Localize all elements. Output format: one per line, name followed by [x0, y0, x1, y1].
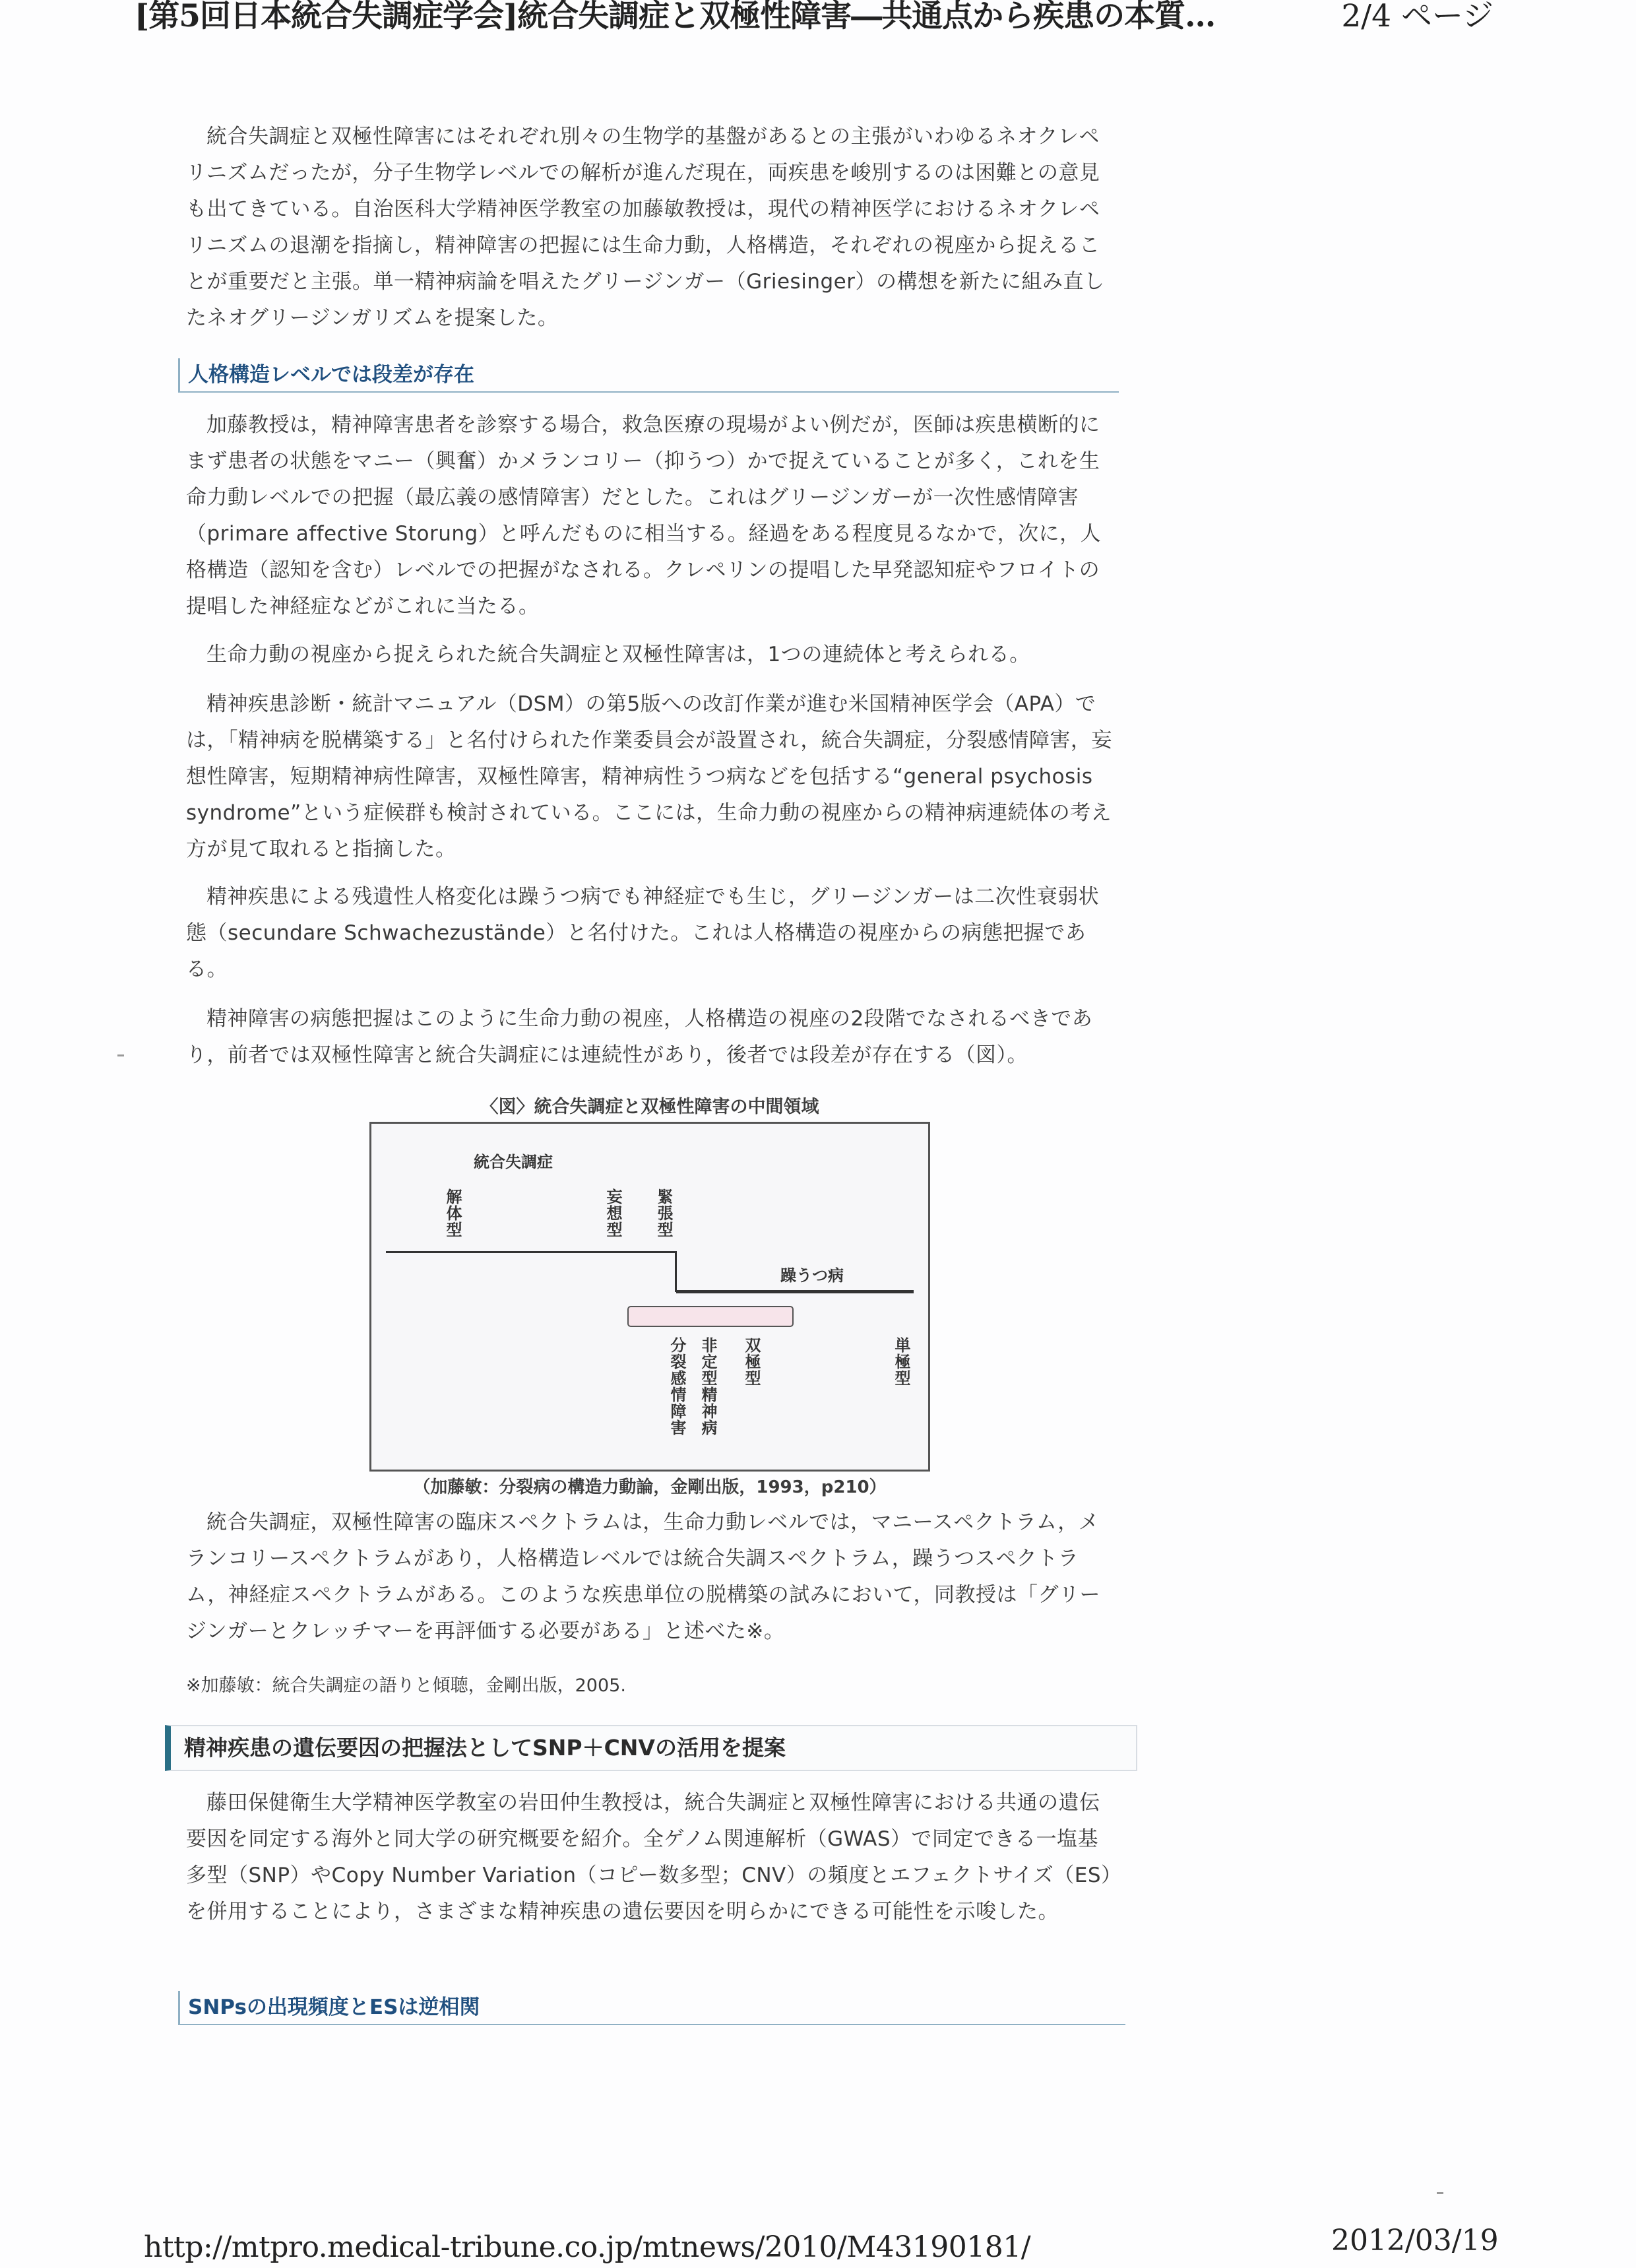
- label-paranoid-type: 妄想型: [604, 1188, 622, 1238]
- body-paragraph: 加藤教授は，精神障害患者を診察する場合，救急医療の現場がよい例だが，医師は疾患横断的にまず患者の状態をマニー（興奮）かメランコリー（抑うつ）かで捉えていることが多く，これを生命力動レベルでの把握（最広義の感情障害）だとした。これはグリージンガーが一次性感情障害（primare affective Storung）と呼んだものに相当する。経過をある程度見るなかで，次に，人格構造（認知を含む）レベルでの把握がなされる。クレペリンの提唱した早発認知症やフロイトの提唱した神経症などがこれに当たる。: [186, 413, 1102, 618]
- page-url: http://mtpro.medical-tribune.co.jp/mtnews/2010/M43190181/: [144, 2230, 1031, 2264]
- section-heading-snp-frequency: [178, 1991, 1125, 2025]
- figure-title: 〈図〉統合失調症と双極性障害の中間領域: [480, 1097, 819, 1117]
- section-heading-text: 精神疾患の遺伝要因の把握法としてSNP＋CNVの活用を提案: [184, 1735, 786, 1761]
- section-heading-personality-structure: [178, 358, 1119, 393]
- section-heading-text: 人格構造レベルでは段差が存在: [188, 363, 474, 387]
- label-schizoaffective: 分裂感情障害: [668, 1337, 686, 1436]
- print-date: 2012/03/19: [1331, 2224, 1499, 2257]
- section-heading-text: SNPsの出現頻度とESは逆相関: [188, 1995, 480, 2019]
- label-unipolar-type: 単極型: [892, 1337, 910, 1386]
- intro-paragraph: 統合失調症と双極性障害にはそれぞれ別々の生物学的基盤があるとの主張がいわゆるネオクレペリニズムだったが，分子生物学レベルでの解析が進んだ現在，両疾患を峻別するのは困難との意見も出てきている。自治医科大学精神医学教室の加藤敏教授は，現代の精神医学におけるネオクレペリニズムの退潮を指摘し，精神障害の把握には生命力動，人格構造，それぞれの視座から捉えることが重要だと主張。単一精神病論を唱えたグリージンガー（Griesinger）の構想を新たに組み直したネオグリージンガリズムを提案した。: [186, 125, 1105, 330]
- body-paragraph: 統合失調症，双極性障害の臨床スペクトラムは，生命力動レベルでは，マニースペクトラム，メランコリースペクトラムがあり，人格構造レベルでは統合失調スペクトラム，躁うつスペクトラム，神経症スペクトラムがある。このような疾患単位の脱構築の試みにおいて，同教授は「グリージンガーとクレッチマーを再評価する必要がある」と述べた※。: [186, 1510, 1100, 1643]
- body-paragraph: 精神障害の病態把握はこのように生命力動の視座，人格構造の視座の2段階でなされるべきであり，前者では双極性障害と統合失調症には連続性があり，後者では段差が存在する（図）。: [186, 1007, 1093, 1067]
- body-paragraph: 藤田保健衛生大学精神医学教室の岩田仲生教授は，統合失調症と双極性障害における共通の遺伝要因を同定する海外と同大学の研究概要を紹介。全ゲノム関連解析（GWAS）で同定できる一塩基多型（SNP）やCopy Number Variation（コピー数多型；CNV）の頻度とエフェクトサイズ（ES）を併用することにより，さまざまな精神疾患の遺伝要因を明らかにできる可能性を示唆した。: [186, 1791, 1112, 1924]
- print-header-title: [第5回日本統合失調症学会]統合失調症と双極性障害―共通点から疾患の本質...: [135, 0, 1216, 34]
- body-paragraph: 精神疾患による残遺性人格変化は躁うつ病でも神経症でも生じ，グリージンガーは二次性衰弱状態（secundare Schwachezustände）と名付けた。これは人格構造の視座からの病態把握である。: [186, 885, 1100, 981]
- manic-depressive-level-line: [676, 1290, 914, 1293]
- label-disorganized-type: 解体型: [443, 1188, 462, 1238]
- body-paragraph: 生命力動の視座から捉えられた統合失調症と双極性障害は，1つの連続体と考えられる。: [206, 643, 1030, 666]
- margin-mark: [117, 1054, 124, 1056]
- page-indicator: 2/4 ページ: [1341, 0, 1494, 34]
- footnote: ※加藤敏：統合失調症の語りと傾聴，金剛出版，2005.: [186, 1675, 626, 1696]
- label-manic-depressive: 躁うつ病: [780, 1266, 844, 1285]
- label-catatonic-type: 緊張型: [654, 1188, 673, 1238]
- schizophrenia-level-line: [386, 1251, 676, 1253]
- label-bipolar-type: 双極型: [742, 1337, 761, 1386]
- body-paragraph: 精神疾患診断・統計マニュアル（DSM）の第5版への改訂作業が進む米国精神医学会（APA）では，「精神病を脱構築する」と名付けられた作業委員会が設置され，統合失調症，分裂感情障害，妄想性障害，短期精神病性障害，双極性障害，精神病性うつ病などを包括する“general psychosis syndrome”という症候群も検討されている。ここには，生命力動の視座からの精神病連続体の考え方が見て取れると指摘した。: [186, 692, 1112, 861]
- print-header: [135, 0, 1494, 40]
- label-atypical-psychosis: 非定型精神病: [699, 1337, 717, 1436]
- figure-diagram: [369, 1122, 930, 1472]
- intermediate-zone-bar: [627, 1306, 794, 1327]
- label-schizophrenia: 統合失調症: [474, 1153, 553, 1171]
- section-heading-genetic-factors: [165, 1725, 1137, 1771]
- level-step-line: [675, 1251, 677, 1292]
- print-footer: [0, 2224, 1636, 2268]
- margin-mark: [1437, 2192, 1443, 2194]
- figure-caption: （加藤敏：分裂病の構造力動論，金剛出版，1993，p210）: [413, 1477, 887, 1497]
